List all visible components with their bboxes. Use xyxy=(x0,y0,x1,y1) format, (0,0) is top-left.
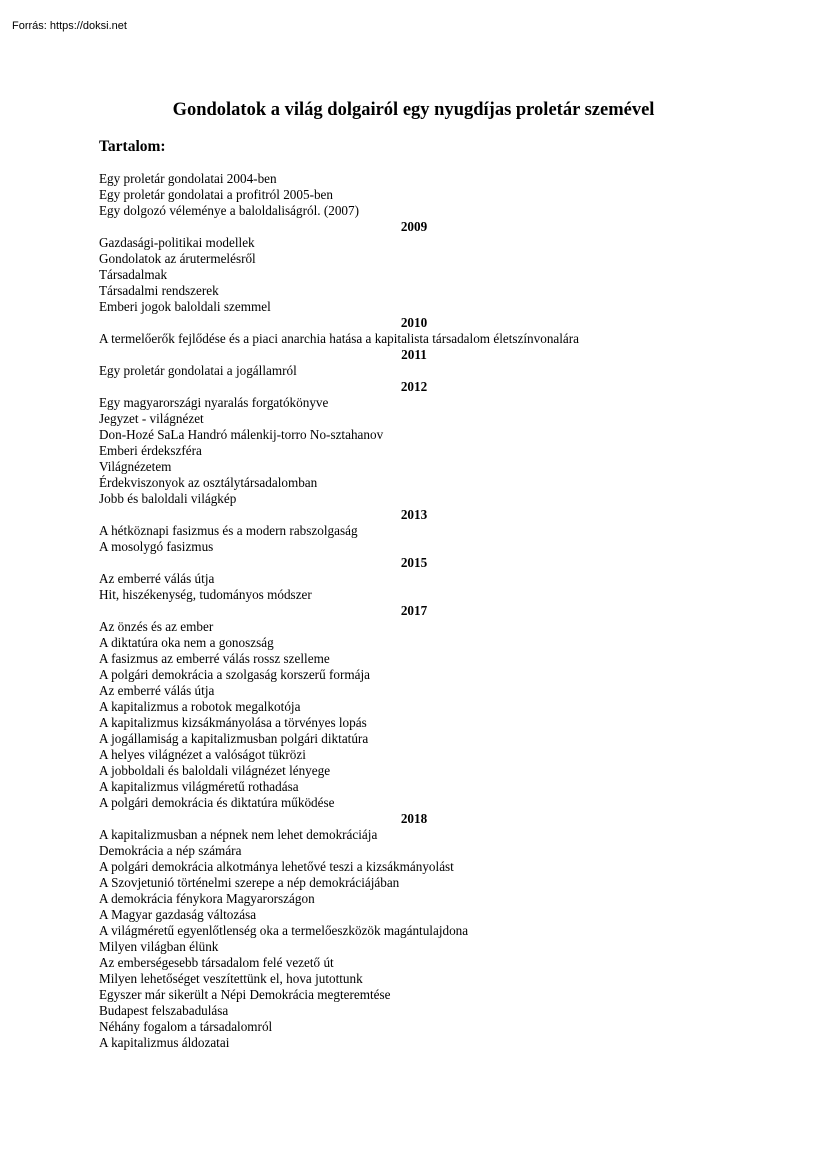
toc-entry: A hétköznapi fasizmus és a modern rabszolgaság xyxy=(99,523,358,538)
toc-year-heading: 2018 xyxy=(400,811,428,826)
toc-entry: Világnézetem xyxy=(99,459,172,474)
toc-entry: Emberi érdekszféra xyxy=(99,443,202,458)
toc-year-heading: 2009 xyxy=(400,219,428,234)
toc-heading: Tartalom: xyxy=(99,138,166,155)
toc-entry: A kapitalizmusban a népnek nem lehet demokráciája xyxy=(99,827,378,842)
toc-entry: Egy proletár gondolatai 2004-ben xyxy=(99,171,277,186)
toc-entry: A Szovjetunió történelmi szerepe a nép demokráciájában xyxy=(99,875,400,890)
toc-entry: Jobb és baloldali világkép xyxy=(99,491,237,506)
toc-entry: A termelőerők fejlődése és a piaci anarchia hatása a kapitalista társadalom életszínvonalára xyxy=(99,331,580,346)
toc-entry: Budapest felszabadulása xyxy=(99,1003,229,1018)
toc-entry: Az önzés és az ember xyxy=(99,619,214,634)
toc-entry: Hit, hiszékenység, tudományos módszer xyxy=(99,587,312,602)
toc-entry: Az emberré válás útja xyxy=(99,683,215,698)
toc-year-heading: 2015 xyxy=(400,555,428,570)
table-of-contents xyxy=(99,171,729,1051)
toc-entry: A kapitalizmus a robotok megalkotója xyxy=(99,699,301,714)
toc-entry: A polgári demokrácia és diktatúra működése xyxy=(99,795,335,810)
toc-entry: A kapitalizmus kizsákmányolása a törvényes lopás xyxy=(99,715,367,730)
toc-entry: A mosolygó fasizmus xyxy=(99,539,214,554)
toc-entry: A fasizmus az emberré válás rossz szelleme xyxy=(99,651,330,666)
toc-year-heading: 2017 xyxy=(400,603,428,618)
toc-entry: Az emberré válás útja xyxy=(99,571,215,586)
toc-entry: Gondolatok az árutermelésről xyxy=(99,251,256,266)
toc-year-heading: 2010 xyxy=(400,315,428,330)
toc-entry: A jogállamiság a kapitalizmusban polgári diktatúra xyxy=(99,731,369,746)
toc-entry: Egy magyarországi nyaralás forgatókönyve xyxy=(99,395,329,410)
toc-entry: Néhány fogalom a társadalomról xyxy=(99,1019,273,1034)
toc-entry: Érdekviszonyok az osztálytársadalomban xyxy=(99,475,318,490)
toc-entry: Gazdasági-politikai modellek xyxy=(99,235,255,250)
toc-entry: Milyen lehetőséget veszítettünk el, hova jutottunk xyxy=(99,971,363,986)
toc-entry: Milyen világban élünk xyxy=(99,939,219,954)
toc-entry: Egyszer már sikerült a Népi Demokrácia megteremtése xyxy=(99,987,391,1002)
toc-year-heading: 2012 xyxy=(400,379,428,394)
toc-entry: A jobboldali és baloldali világnézet lényege xyxy=(99,763,331,778)
toc-entry: Don-Hozé SaLa Handró málenkij-torro No-sztahanov xyxy=(99,427,384,442)
document-title: Gondolatok a világ dolgairól egy nyugdíjas proletár szemével xyxy=(172,100,655,120)
toc-year-heading: 2013 xyxy=(400,507,428,522)
toc-entry: A polgári demokrácia alkotmánya lehetővé teszi a kizsákmányolást xyxy=(99,859,454,874)
toc-entry: Egy dolgozó véleménye a baloldaliságról. (2007) xyxy=(99,203,360,218)
toc-entry: A diktatúra oka nem a gonoszság xyxy=(99,635,274,650)
toc-entry: Egy proletár gondolatai a profitról 2005-ben xyxy=(99,187,334,202)
toc-entry: A kapitalizmus világméretű rothadása xyxy=(99,779,299,794)
toc-entry: A kapitalizmus áldozatai xyxy=(99,1035,230,1050)
toc-entry: A helyes világnézet a valóságot tükrözi xyxy=(99,747,306,762)
toc-year-heading: 2011 xyxy=(401,347,427,362)
toc-entry: Az emberségesebb társadalom felé vezető út xyxy=(99,955,334,970)
toc-entry: Egy proletár gondolatai a jogállamról xyxy=(99,363,297,378)
toc-entry: A Magyar gazdaság változása xyxy=(99,907,257,922)
toc-entry: Társadalmak xyxy=(99,267,168,282)
toc-entry: Emberi jogok baloldali szemmel xyxy=(99,299,271,314)
toc-entry: A demokrácia fénykora Magyarországon xyxy=(99,891,315,906)
toc-entry: Demokrácia a nép számára xyxy=(99,843,242,858)
toc-entry: Jegyzet - világnézet xyxy=(99,411,204,426)
toc-entry: A világméretű egyenlőtlenség oka a termelőeszközök magántulajdona xyxy=(99,923,469,938)
toc-entry: Társadalmi rendszerek xyxy=(99,283,219,298)
toc-entry: A polgári demokrácia a szolgaság korszerű formája xyxy=(99,667,370,682)
source-attribution: Forrás: https://doksi.net xyxy=(12,20,127,32)
